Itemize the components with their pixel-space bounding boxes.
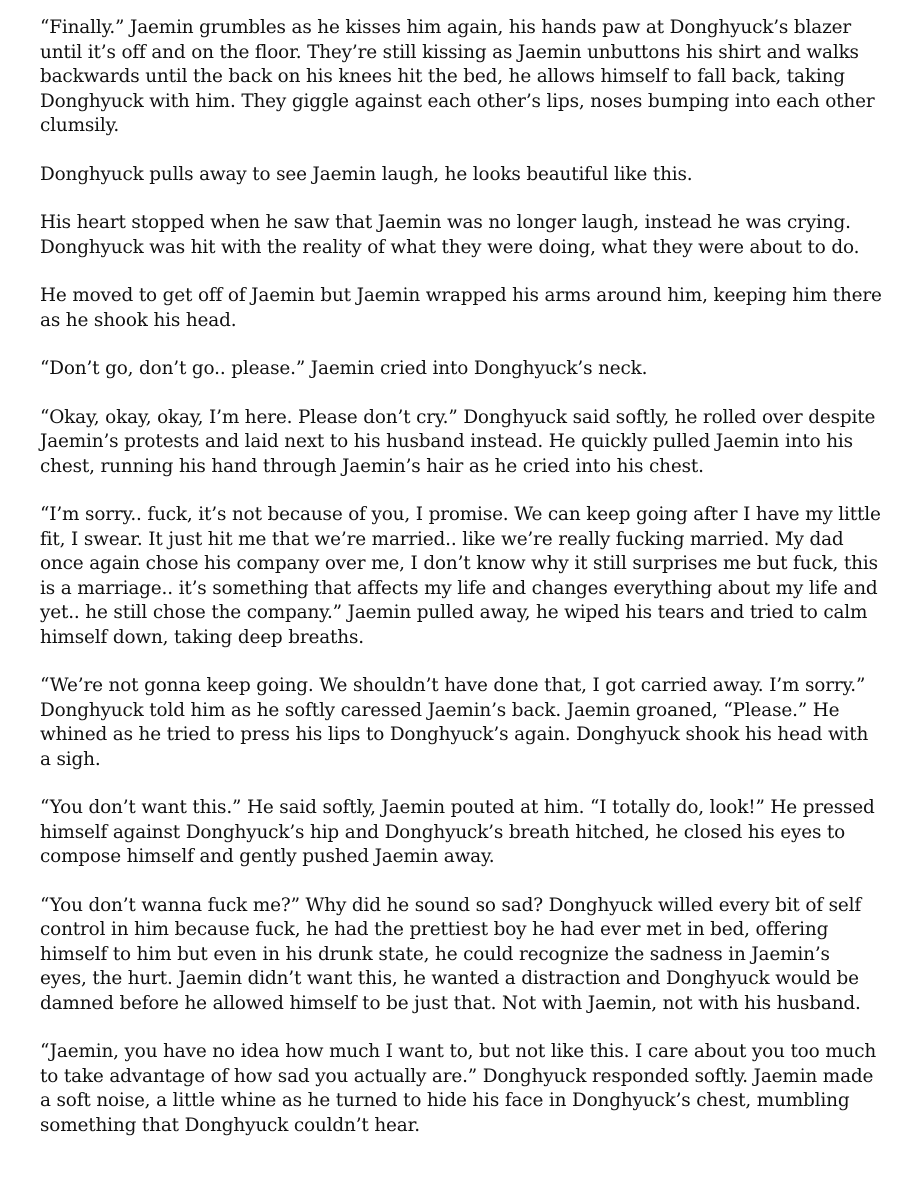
paragraph-3: His heart stopped when he saw that Jaemin was no longer laugh, instead he was crying. Donghyuck was hit with the reality of what they were doing, what they were about to do.: [40, 212, 860, 258]
paragraph-2: Donghyuck pulls away to see Jaemin laugh, he looks beautiful like this.: [40, 163, 693, 185]
paragraph-5: “Don’t go, don’t go.. please.” Jaemin cried into Donghyuck’s neck.: [40, 358, 648, 379]
paragraph-9: “You don’t want this.” He said softly, Jaemin pouted at him. “I totally do, look!” He pressed himself against Donghyuck’s hip and Donghyuck’s breath hitched, he closed his eyes to compose himself and gently pushed Jaemin away.: [40, 797, 875, 867]
paragraph-10: “You don’t wanna fuck me?” Why did he sound so sad? Donghyuck willed every bit of self control in him because fuck, he had the prettiest boy he had ever met in bed, offering himself to him but even in his drunk state, he could recognize the sadness in Jaemin’s eyes, the hurt. Jaemin didn’t want this, he wanted a distraction and Donghyuck would be damned before he allowed himself to be just that. Not with Jaemin, not with his husband.: [40, 894, 862, 1014]
paragraph-4: He moved to get off of Jaemin but Jaemin wrapped his arms around him, keeping him there as he shook his head.: [40, 285, 882, 331]
document-page: [40, 16, 882, 1138]
paragraph-1: “Finally.” Jaemin grumbles as he kisses him again, his hands paw at Donghyuck’s blazer until it’s off and on the floor. They’re still kissing as Jaemin unbuttons his shirt and walks backwards until the back on his knees hit the bed, he allows himself to fall back, taking Donghyuck with him. They giggle against each other’s lips, noses bumping into each other clumsily.: [40, 17, 875, 136]
paragraph-8: “We’re not gonna keep going. We shouldn’t have done that, I got carried away. I’m sorry.” Donghyuck told him as he softly caressed Jaemin’s back. Jaemin groaned, “Please.” He whined as he tried to press his lips to Donghyuck’s again. Donghyuck shook his head with a sigh.: [40, 675, 869, 770]
paragraph-7: “I’m sorry.. fuck, it’s not because of you, I promise. We can keep going after I have my little fit, I swear. It just hit me that we’re married.. like we’re really fucking married. My dad once again chose his company over me, I don’t know why it still surprises me but fuck, this is a marriage.. it’s something that affects my life and changes everything about my life and yet.. he still chose the company.” Jaemin pulled away, he wiped his tears and tried to calm himself down, taking deep breaths.: [40, 504, 881, 648]
paragraph-11: “Jaemin, you have no idea how much I want to, but not like this. I care about you too much to take advantage of how sad you actually are.” Donghyuck responded softly. Jaemin made a soft noise, a little whine as he turned to hide his face in Donghyuck’s chest, mumbling something that Donghyuck couldn’t hear.: [40, 1041, 877, 1136]
paragraph-6: “Okay, okay, okay, I’m here. Please don’t cry.” Donghyuck said softly, he rolled over despite Jaemin’s protests and laid next to his husband instead. He quickly pulled Jaemin into his chest, running his hand through Jaemin’s hair as he cried into his chest.: [40, 406, 876, 477]
